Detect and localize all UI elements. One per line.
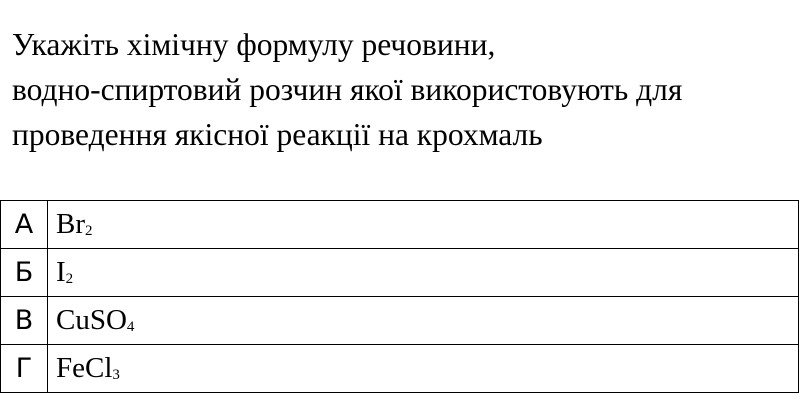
answer-option-g[interactable] — [1, 345, 799, 393]
formula-subscript: 3 — [112, 367, 120, 383]
option-formula — [48, 201, 799, 249]
option-formula — [48, 297, 799, 345]
option-formula — [48, 249, 799, 297]
option-letter: А — [1, 201, 48, 249]
formula-base: Br — [56, 208, 85, 240]
option-formula — [48, 345, 799, 393]
formula-subscript: 4 — [126, 319, 135, 335]
formula-base: I — [56, 256, 66, 288]
option-letter: Б — [1, 249, 48, 297]
option-letter: Г — [1, 345, 48, 393]
question-line-3: проведення якісної реакції на крохмаль — [12, 117, 543, 152]
answer-options-table — [0, 200, 799, 393]
question-text — [12, 22, 792, 157]
answer-option-a[interactable] — [1, 201, 799, 249]
answer-option-v[interactable] — [1, 297, 799, 345]
question-line-2: водно-спиртовий розчин якої використовують для — [12, 72, 683, 107]
formula-subscript: 2 — [65, 271, 74, 287]
formula-base: FeCl — [56, 352, 113, 384]
question-line-1: Укажіть хімічну формулу речовини, — [12, 27, 496, 62]
formula-base: CuSO — [56, 304, 127, 336]
option-letter: В — [1, 297, 48, 345]
formula-subscript: 2 — [85, 223, 93, 239]
answer-option-b[interactable] — [1, 249, 799, 297]
